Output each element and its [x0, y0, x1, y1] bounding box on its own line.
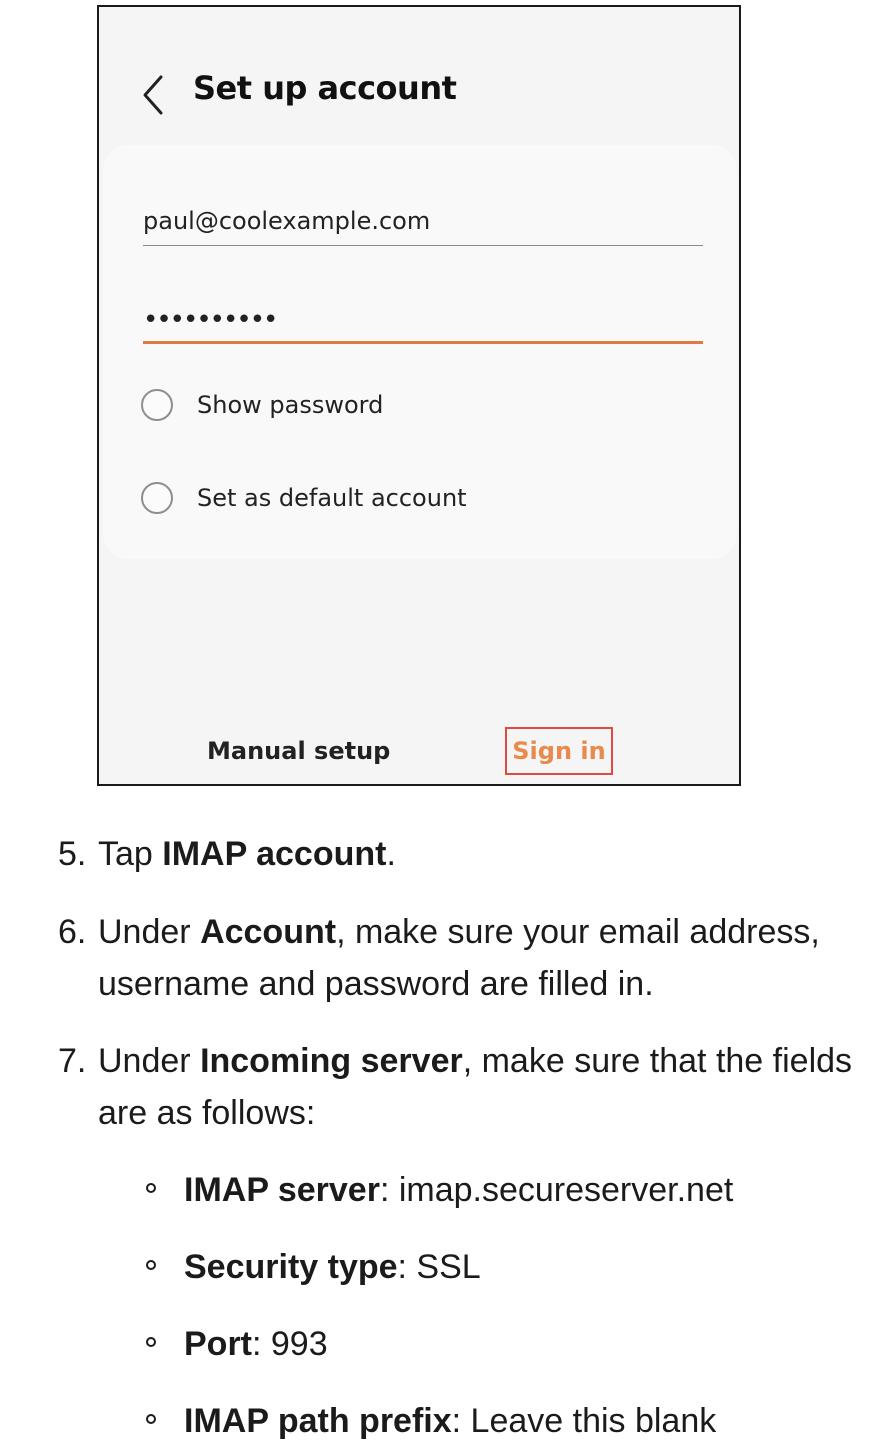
- sub-item-text: [184, 1318, 328, 1370]
- field-value: : 993: [252, 1325, 328, 1363]
- email-value: paul@coolexample.com: [143, 207, 431, 235]
- sub-list-item: [146, 1395, 886, 1447]
- step-text: [98, 828, 868, 880]
- field-value: : SSL: [397, 1248, 481, 1286]
- step-text-part: Under: [98, 1042, 201, 1080]
- step-text-part: Tap: [98, 835, 163, 873]
- field-label: IMAP server: [184, 1171, 380, 1209]
- show-password-label: Show password: [197, 391, 384, 419]
- default-account-radio[interactable]: [141, 482, 173, 514]
- sign-in-button[interactable]: Sign in: [505, 727, 613, 775]
- field-label: Security type: [184, 1248, 398, 1286]
- sub-item-text: [184, 1241, 481, 1293]
- field-value: : imap.secureserver.net: [379, 1171, 734, 1209]
- bullet-icon: [146, 1337, 156, 1347]
- field-label: IMAP path prefix: [184, 1402, 452, 1440]
- step-number: 7.: [58, 1042, 87, 1080]
- default-account-label: Set as default account: [197, 484, 467, 512]
- step-text: [98, 906, 868, 1010]
- show-password-radio[interactable]: [141, 389, 173, 421]
- step-text-bold: Account: [200, 913, 337, 951]
- screen-title: Set up account: [193, 69, 457, 107]
- email-field[interactable]: [143, 201, 703, 246]
- bullet-icon: [146, 1414, 156, 1424]
- password-field[interactable]: [143, 295, 703, 344]
- step-text-part: .: [386, 835, 396, 873]
- step-number: 6.: [58, 913, 87, 951]
- screen-header: [99, 7, 739, 147]
- field-value: : Leave this blank: [451, 1402, 717, 1440]
- manual-setup-button[interactable]: Manual setup: [207, 737, 391, 765]
- step-text-bold: IMAP account: [162, 835, 387, 873]
- field-label: Port: [184, 1325, 252, 1363]
- default-account-option[interactable]: [141, 478, 467, 518]
- sub-list-item: [146, 1164, 886, 1216]
- sub-item-text: [184, 1395, 716, 1447]
- step-text-bold: Incoming server: [200, 1042, 463, 1080]
- back-button[interactable]: [137, 71, 171, 119]
- show-password-option[interactable]: [141, 385, 383, 425]
- step-text: [98, 1035, 868, 1139]
- sub-list-item: [146, 1318, 886, 1370]
- sub-list-item: [146, 1241, 886, 1293]
- setup-account-screenshot: [97, 5, 741, 786]
- sub-item-text: [184, 1164, 733, 1216]
- step-text-part: , make sure your email address, username and password are filled in.: [98, 913, 820, 1003]
- account-form-card: [103, 145, 737, 559]
- step-text-part: Under: [98, 913, 201, 951]
- step-text-part: , make sure that the fields are as follows:: [98, 1042, 853, 1132]
- chevron-left-icon: [137, 71, 171, 119]
- bullet-icon: [146, 1260, 156, 1270]
- step-number: 5.: [58, 835, 87, 873]
- bullet-icon: [146, 1183, 156, 1193]
- password-value: ••••••••••: [143, 305, 277, 335]
